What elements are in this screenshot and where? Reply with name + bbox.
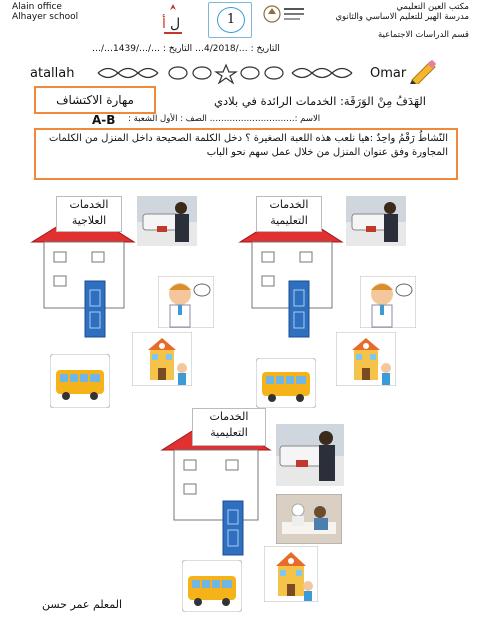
- student-name-right: Omar: [370, 66, 407, 81]
- house-label-education-2: الخدمات التعليمية: [192, 408, 266, 446]
- school-arabic-name: مدرسة الهير للتعليم الاساسي والثانوي: [335, 12, 469, 22]
- ministry-emblem: [258, 2, 308, 36]
- door-icon: [288, 280, 310, 338]
- school-logo: [158, 2, 188, 40]
- activity-instructions: النّشاطُ رَقْمُ واحِدٌ :هيا نلعب هذه اللعبة الصغيرة ؟ دخل الكلمة الصحيحة داخل المنزل من الكلمات المجاورة وفق عنوان المنزل من خلال عمل سهم نحو الباب: [34, 128, 458, 180]
- house-label-education: الخدمات التعليمية: [256, 196, 322, 232]
- date-line: التاريخ : …/4/2018… التاريخ : …/…/1439…/…: [92, 44, 280, 54]
- doctor-icon: [360, 276, 416, 328]
- door-icon: [84, 280, 106, 338]
- office-name: Alain office: [12, 2, 62, 12]
- teacher-name: المعلم عمر حسن: [42, 598, 123, 611]
- page-number-badge: [208, 2, 252, 38]
- doctor-icon: [158, 276, 214, 328]
- hospital-photo: [276, 494, 342, 544]
- school-name: Alhayer school: [12, 12, 79, 22]
- police-photo: [137, 196, 197, 246]
- skill-title-box: مهارة الاكتشاف: [34, 86, 156, 114]
- bus-icon: [182, 560, 242, 612]
- student-info-line: الاسم :………………………… الصف : الأول الشعبة :: [128, 114, 321, 124]
- bus-icon: [256, 358, 316, 408]
- house-label-medical: الخدمات العلاجية: [56, 196, 122, 232]
- svg-text:أ: أ: [162, 16, 166, 32]
- police-photo: [346, 196, 406, 246]
- pencil-icon: [408, 58, 438, 84]
- student-name-left: atallah: [30, 66, 75, 81]
- svg-text:ل: ل: [170, 16, 181, 32]
- header-right: [335, 2, 469, 40]
- worksheet-goal: الهَدَفُ مِنْ الوَرَقَة: الخدمات الرائدة في بلادي: [214, 94, 426, 108]
- school-icon: [132, 332, 192, 386]
- police-photo: [276, 424, 344, 486]
- section-code: A-B: [92, 113, 116, 127]
- header-left: [12, 2, 78, 22]
- school-icon: [264, 546, 318, 602]
- door-icon: [222, 500, 244, 556]
- bus-icon: [50, 354, 110, 408]
- page-number: 1: [217, 7, 245, 33]
- school-icon: [336, 332, 396, 386]
- department-name: قسم الدراسات الاجتماعية: [377, 30, 469, 40]
- education-office: مكتب العين التعليمي: [396, 2, 469, 12]
